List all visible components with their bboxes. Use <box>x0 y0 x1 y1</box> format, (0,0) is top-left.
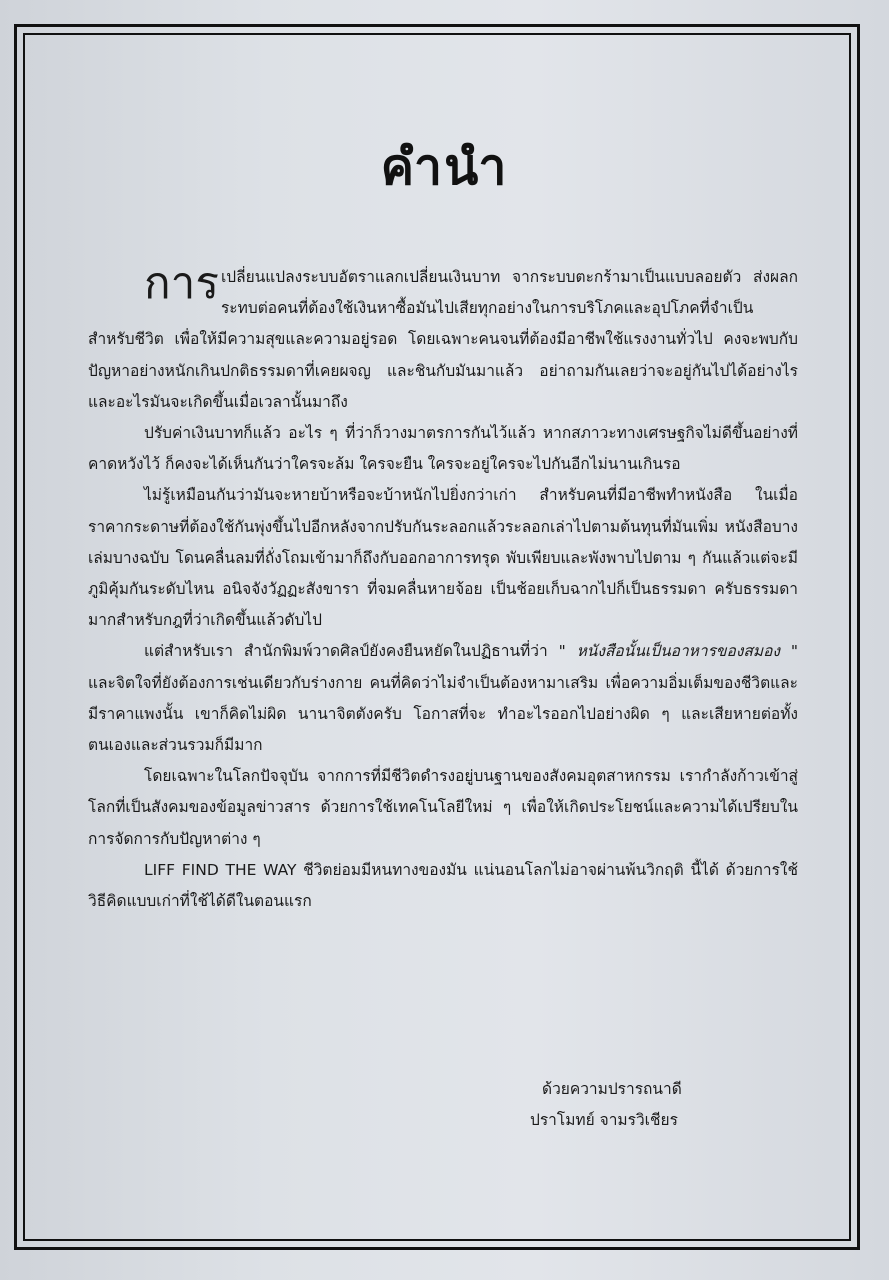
signature-block <box>530 1074 770 1136</box>
signature-name: ปราโมทย์ จามรวิเชียร <box>530 1111 678 1129</box>
paragraph-1-text: เปลี่ยนแปลงระบบอัตราแลกเปลี่ยนเงินบาท จากระบบตะกร้ามาเป็นแบบลอยตัว ส่งผลกระทบต่อคนที่ต้องใช้เงินหาซื้อมันไปเสียทุกอย่างในการบริโภคและอุปโภคที่จำเป็นสำหรับชีวิต เพื่อให้มีความสุขและความอยู่รอด โดยเฉพาะคนจนที่ต้องมีอาชีพใช้แรงงานทั่วไป คงจะพบกับปัญหาอย่างหนักเกินปกติธรรมดาที่เคยผจญ และชินกับมันมาแล้ว อย่าถามกันเลยว่าจะอยู่กันไปได้อย่างไรและอะไรมันจะเกิดขึ้นเมื่อเวลานั้นมาถึง <box>88 268 798 411</box>
paragraph-4 <box>88 636 798 761</box>
page-title: คำนำ <box>380 137 509 196</box>
paragraph-6: LIFF FIND THE WAY ชีวิตย่อมมีหนทางของมัน แน่นอนโลกไม่อาจผ่านพ้นวิกฤติ นี้ได้ ด้วยการใช้วิธีคิดแบบเก่าที่ใช้ได้ดีในตอนแรก <box>88 860 798 911</box>
paragraph-3: ไม่รู้เหมือนกันว่ามันจะหายบ้าหรือจะบ้าหนักไปยิ่งกว่าเก่า สำหรับคนที่มีอาชีพทำหนังสือ ในเมื่อราคากระดาษที่ต้องใช้กันพุ่งขึ้นไปอีกหลังจากปรับกันระลอกแล้วระลอกเล่าไปตามต้นทุนที่มันเพิ่ม หนังสือบางเล่มบางฉบับ โดนคลื่นลมที่ถั่งโถมเข้ามาก็ถึงกับออกอาการทรุด พับเพียบและพังพาบไปตาม ๆ กันแล้วแต่จะมีภูมิคุ้มกันระดับไหน อนิจจังวัฏฏะสังขารา ที่จมคลื่นหายจ้อย เป็นช้อยเก็บฉากไปก็เป็นธรรมดา ครับธรรมดามากสำหรับกฎที่ว่าเกิดขึ้นแล้วดับไป <box>88 486 798 630</box>
paragraph-2: ปรับค่าเงินบาทก็แล้ว อะไร ๆ ที่ว่าก็วางมาตรการกันไว้แล้ว หากสภาวะทางเศรษฐกิจไม่ดีขึ้นอย่างที่คาดหวังไว้ ก็คงจะได้เห็นกันว่าใครจะล้ม ใครจะยืน ใครจะอยู่ใครจะไปกันอีกไม่นานเกินรอ <box>88 424 798 474</box>
paragraph-1 <box>88 258 798 418</box>
preface-body <box>88 258 798 917</box>
paragraph-5: โดยเฉพาะในโลกปัจจุบัน จากการที่มีชีวิตดำรงอยู่บนฐานของสังคมอุตสาหกรรม เรากำลังก้าวเข้าสู่โลกที่เป็นสังคมของข้อมูลข่าวสาร ด้วยการใช้เทคโนโลยีใหม่ ๆ เพื่อให้เกิดประโยชน์และความได้เปรียบในการจัดการกับปัญหาต่าง ๆ <box>88 767 798 848</box>
paragraph-4-quote: หนังสือนั้นเป็นอาหารของสมอง <box>576 642 780 661</box>
paragraph-4-after: " และจิตใจที่ยังต้องการเช่นเดียวกับร่างกาย คนที่คิดว่าไม่จำเป็นต้องหามาเสริม เพื่อความอิ่มเต็มของชีวิตและมีราคาแพงนั้น เขาก็คิดไม่ผิด นานาจิตตังครับ โอกาสที่จะ ทำอะไรออกไปอย่างผิด ๆ และเสียหายต่อทั้งตนเองและส่วนรวมก็มีมาก <box>88 642 798 755</box>
signature-closing: ด้วยความปรารถนาดี <box>542 1080 682 1098</box>
drop-cap: การ <box>144 258 219 309</box>
paragraph-4-before: แต่สำหรับเรา สำนักพิมพ์วาดศิลป์ยังคงยืนหยัดในปฏิธานที่ว่า " <box>144 642 577 661</box>
